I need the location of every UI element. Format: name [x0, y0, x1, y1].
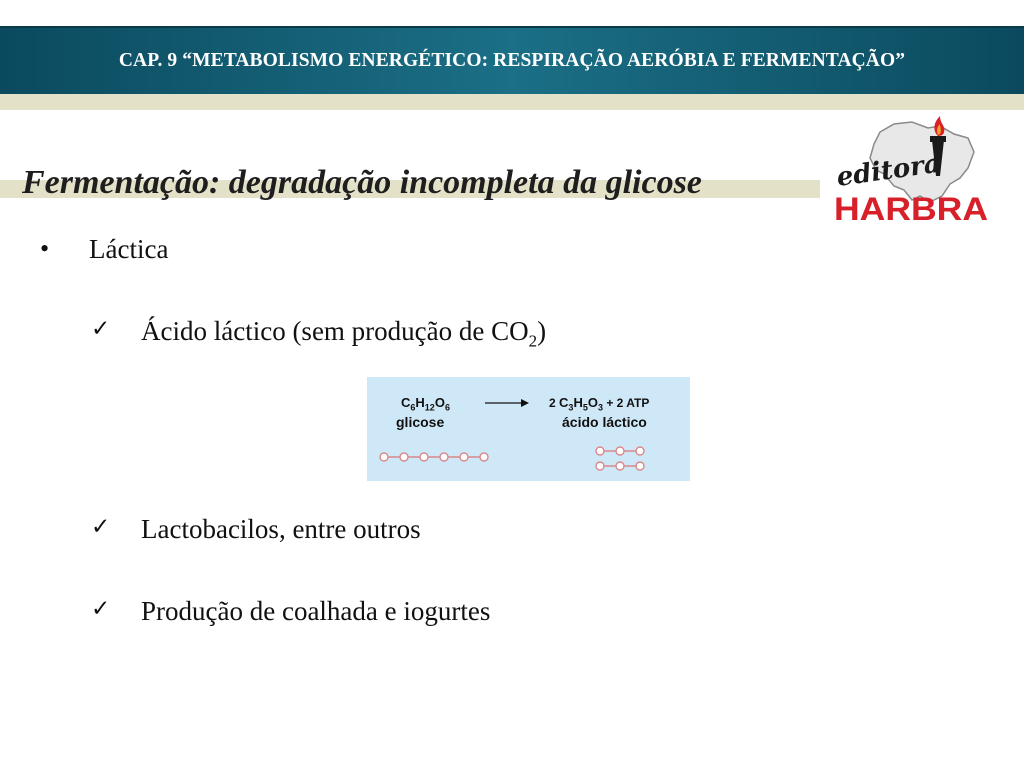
slide-title: Fermentação: degradação incompleta da glicose — [22, 164, 702, 201]
checkmark-icon: ✓ — [91, 596, 111, 621]
lactic-acid-formula: 2 $C_3H_5O_3 + 2$ ATP — [549, 395, 650, 413]
logo-script-text: editora — [834, 148, 943, 193]
bullet-text-lactica: Láctica — [89, 234, 169, 264]
check-text-end: ) — [537, 316, 547, 346]
checkmark-icon: ✓ — [91, 514, 111, 539]
check-item-lactobacilos: Lactobacilos, entre outros — [141, 514, 421, 544]
glucose-label: glicose — [396, 414, 445, 430]
check-item-acido-lactico — [141, 316, 546, 351]
logo-brand-text: HARBRA — [834, 191, 988, 224]
harbra-logo — [832, 112, 992, 224]
lactic-acid-label: ácido láctico — [562, 414, 647, 430]
check-text: Ácido láctico (sem produção de CO — [141, 316, 529, 346]
header-stripe — [0, 94, 1024, 110]
checkmark-icon: ✓ — [91, 316, 111, 341]
lactic-fermentation-diagram — [367, 377, 690, 481]
lactic-acid-carbon-chains — [593, 444, 647, 474]
reaction-arrow-icon — [485, 397, 531, 409]
chapter-title: CAP. 9 “METABOLISMO ENERGÉTICO: RESPIRAÇÃO AERÓBIA E FERMENTAÇÃO” — [118, 50, 906, 71]
check-item-coalhada-iogurtes: Produção de coalhada e iogurtes — [141, 596, 491, 626]
glucose-carbon-chain — [375, 449, 495, 465]
bullet-marker: • — [40, 234, 50, 263]
co2-subscript: 2 — [528, 331, 538, 351]
glucose-formula: $C_6H_{12}O_6$ — [401, 395, 450, 413]
